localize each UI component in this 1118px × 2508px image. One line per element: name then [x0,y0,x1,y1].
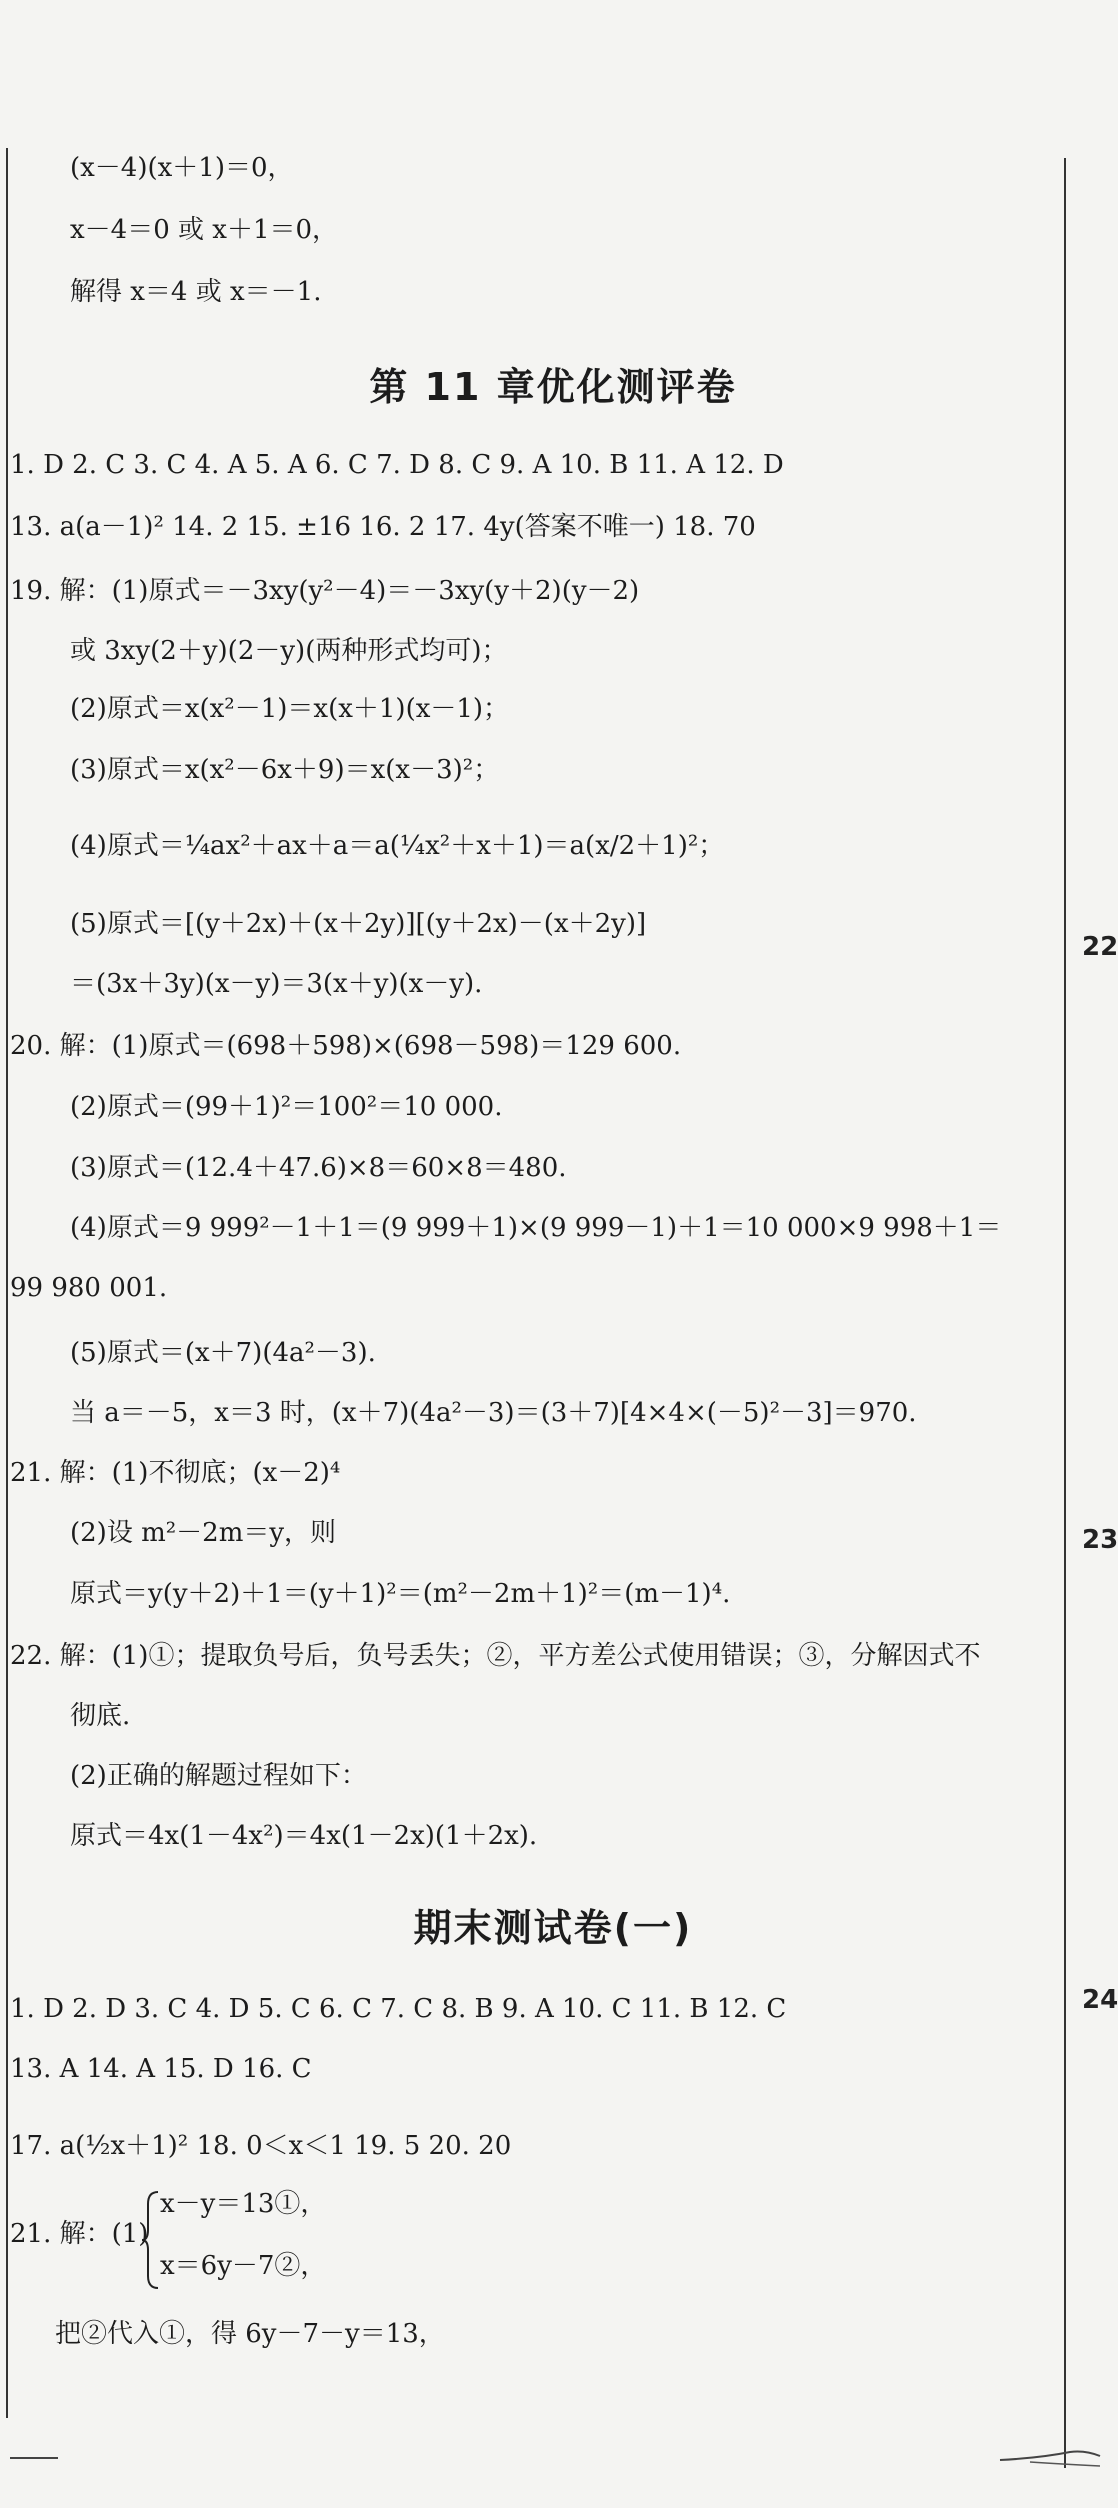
answer-line: ＝(3x＋3y)(x－y)＝3(x＋y)(x－y). [70,969,483,999]
answer-line: 13. A 14. A 15. D 16. C [10,2054,312,2084]
answer-line: (x－4)(x＋1)＝0， [70,153,294,183]
answer-line: x－y＝13①， [160,2189,327,2219]
answer-line: (3)原式＝(12.4＋47.6)×8＝60×8＝480. [70,1153,567,1183]
answer-line: (2)设 m²－2m＝y，则 [70,1518,337,1548]
answer-line: 当 a＝－5，x＝3 时，(x＋7)(4a²－3)＝(3＋7)[4×4×(－5)²－3]＝970. [70,1398,917,1428]
answer-line: (4)原式＝9 999²－1＋1＝(9 999＋1)×(9 999－1)＋1＝10 000×9 998＋1＝ [70,1213,1002,1243]
answer-line: (3)原式＝x(x²－6x＋9)＝x(x－3)²； [70,755,500,785]
answer-line: (5)原式＝[(y＋2x)＋(x＋2y)][(y＋2x)－(x＋2y)] [70,909,647,939]
answer-line: 21. 解：(1) [10,2219,149,2249]
answer-line: x－4＝0 或 x＋1＝0， [70,215,339,245]
answer-line: x＝6y－7②， [160,2251,327,2281]
answer-line: (2)原式＝x(x²－1)＝x(x＋1)(x－1)； [70,694,510,724]
answer-line: (4)原式＝¼ax²＋ax＋a＝a(¼x²＋x＋1)＝a(x/2＋1)²； [70,831,725,861]
answer-line: 99 980 001. [10,1273,168,1303]
edge-number: 23 [1082,1525,1118,1555]
section-heading: 期末测试卷(一) [413,1906,693,1950]
edge-number: 24 [1082,1985,1118,2015]
answer-line: 1. D 2. C 3. C 4. A 5. A 6. C 7. D 8. C 9. A 10. B 11. A 12. D [10,450,784,480]
footer-ornament-icon [1000,2446,1100,2472]
answer-line: 13. a(a－1)² 14. 2 15. ±16 16. 2 17. 4y(答案不唯一) 18. 70 [10,512,756,542]
answer-line: 19. 解：(1)原式＝－3xy(y²－4)＝－3xy(y＋2)(y－2) [10,576,640,606]
answer-line: (2)正确的解题过程如下： [70,1761,367,1791]
edge-number: 22 [1082,932,1118,962]
right-margin-rule [1064,158,1066,2468]
answer-line: 17. a(½x＋1)² 18. 0＜x＜1 19. 5 20. 20 [10,2131,512,2161]
answer-line: 或 3xy(2＋y)(2－y)(两种形式均可)； [70,636,508,666]
answer-line: (5)原式＝(x＋7)(4a²－3). [70,1338,376,1368]
left-margin-rule [6,148,8,2418]
section-heading: 第 11 章优化测评卷 [369,365,737,409]
answer-line: 把②代入①，得 6y－7－y＝13， [55,2319,445,2349]
answer-line: 解得 x＝4 或 x＝－1. [70,277,322,307]
answer-line: 1. D 2. D 3. C 4. D 5. C 6. C 7. C 8. B 9. A 10. C 11. B 12. C [10,1994,787,2024]
footer-rule [10,2457,58,2459]
answer-line: 22. 解：(1)①；提取负号后，负号丢失；②，平方差公式使用错误；③，分解因式不 [10,1641,981,1671]
answer-line: 20. 解：(1)原式＝(698＋598)×(698－598)＝129 600. [10,1031,682,1061]
answer-line: 21. 解：(1)不彻底；(x－2)⁴ [10,1458,341,1488]
answer-line: 原式＝4x(1－4x²)＝4x(1－2x)(1＋2x). [70,1821,538,1851]
answer-line: 原式＝y(y＋2)＋1＝(y＋1)²＝(m²－2m＋1)²＝(m－1)⁴. [70,1579,731,1609]
answer-line: 彻底. [70,1701,131,1731]
answer-line: (2)原式＝(99＋1)²＝100²＝10 000. [70,1092,503,1122]
